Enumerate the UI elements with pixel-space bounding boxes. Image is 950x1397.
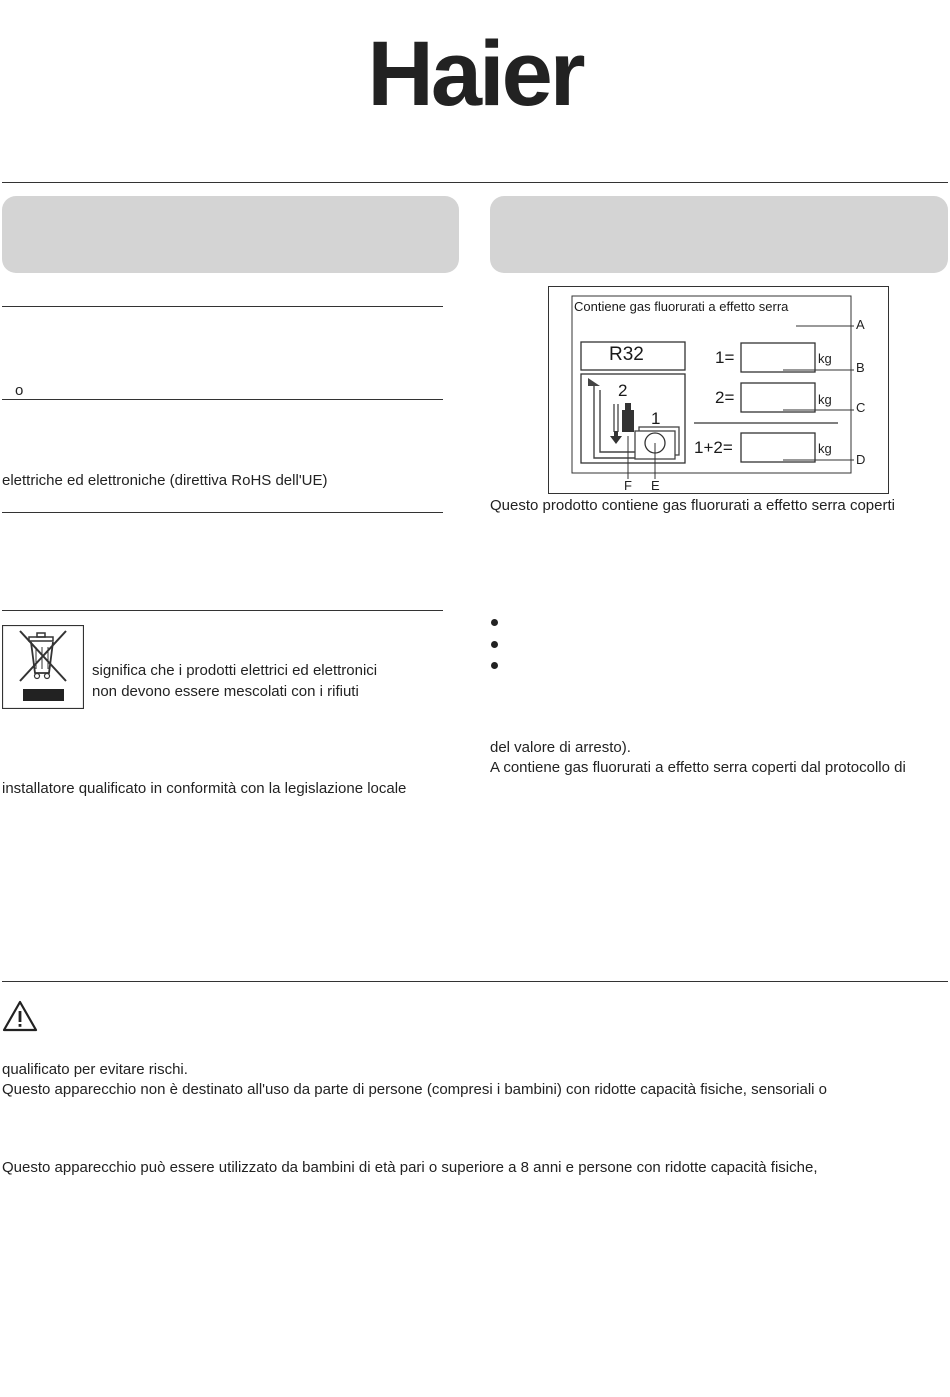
safety-divider <box>2 981 948 982</box>
left-divider-4 <box>2 610 443 611</box>
warning-icon <box>2 999 38 1033</box>
safety-text-3: Questo apparecchio può essere utilizzato da bambini di età pari o superiore a 8 anni e persone con ridotte capacità fisiche, <box>2 1159 818 1176</box>
left-text-o: o <box>15 382 24 399</box>
left-divider-3 <box>2 512 443 513</box>
letter-d: D <box>856 452 866 467</box>
left-divider-2 <box>2 399 443 400</box>
fgas-label-diagram <box>548 286 889 494</box>
fgas-label-title: Contiene gas fluorurati a effetto serra <box>574 299 789 314</box>
eq-sum: 1+2= <box>694 438 733 457</box>
header-divider <box>2 182 948 183</box>
weee-text-line1: significa che i prodotti elettrici ed elettronici <box>92 662 378 679</box>
right-section-header-panel <box>490 196 948 273</box>
refrigerant-type: R32 <box>609 344 644 365</box>
protocol-text: A contiene gas fluorurati a effetto serra coperti dal protocollo di <box>490 759 906 776</box>
left-divider-1 <box>2 306 443 307</box>
bullet-3 <box>491 662 498 669</box>
letter-b: B <box>856 360 865 375</box>
label-num-2: 2 <box>618 381 628 400</box>
installer-text: installatore qualificato in conformità con la legislazione locale <box>2 780 407 797</box>
safety-text-2: Questo apparecchio non è destinato all'uso da parte di persone (compresi i bambini) con ridotte capacità fisiche, sensoriali o <box>2 1081 827 1098</box>
weee-bin-icon <box>2 625 84 709</box>
rohs-text: elettriche ed elettroniche (direttiva RoHS dell'UE) <box>2 472 328 489</box>
fgas-text: Questo prodotto contiene gas fluorurati a effetto serra coperti <box>490 497 895 514</box>
weee-text-line2: non devono essere mescolati con i rifiuti <box>92 683 359 700</box>
safety-text-1: qualificato per evitare rischi. <box>2 1061 188 1078</box>
bullet-1 <box>491 619 498 626</box>
left-section-header-panel <box>2 196 459 273</box>
letter-c: C <box>856 400 866 415</box>
unit-kg-3: kg <box>818 441 832 456</box>
bullet-2 <box>491 641 498 648</box>
eq-1: 1= <box>715 348 735 367</box>
label-num-1: 1 <box>651 409 661 428</box>
stop-value-text: del valore di arresto). <box>490 739 631 756</box>
letter-e: E <box>651 478 660 493</box>
eq-2: 2= <box>715 388 735 407</box>
unit-kg-2: kg <box>818 392 832 407</box>
haier-logo: Haier <box>367 23 583 125</box>
letter-a: A <box>856 317 865 332</box>
letter-f: F <box>624 478 632 493</box>
unit-kg-1: kg <box>818 351 832 366</box>
